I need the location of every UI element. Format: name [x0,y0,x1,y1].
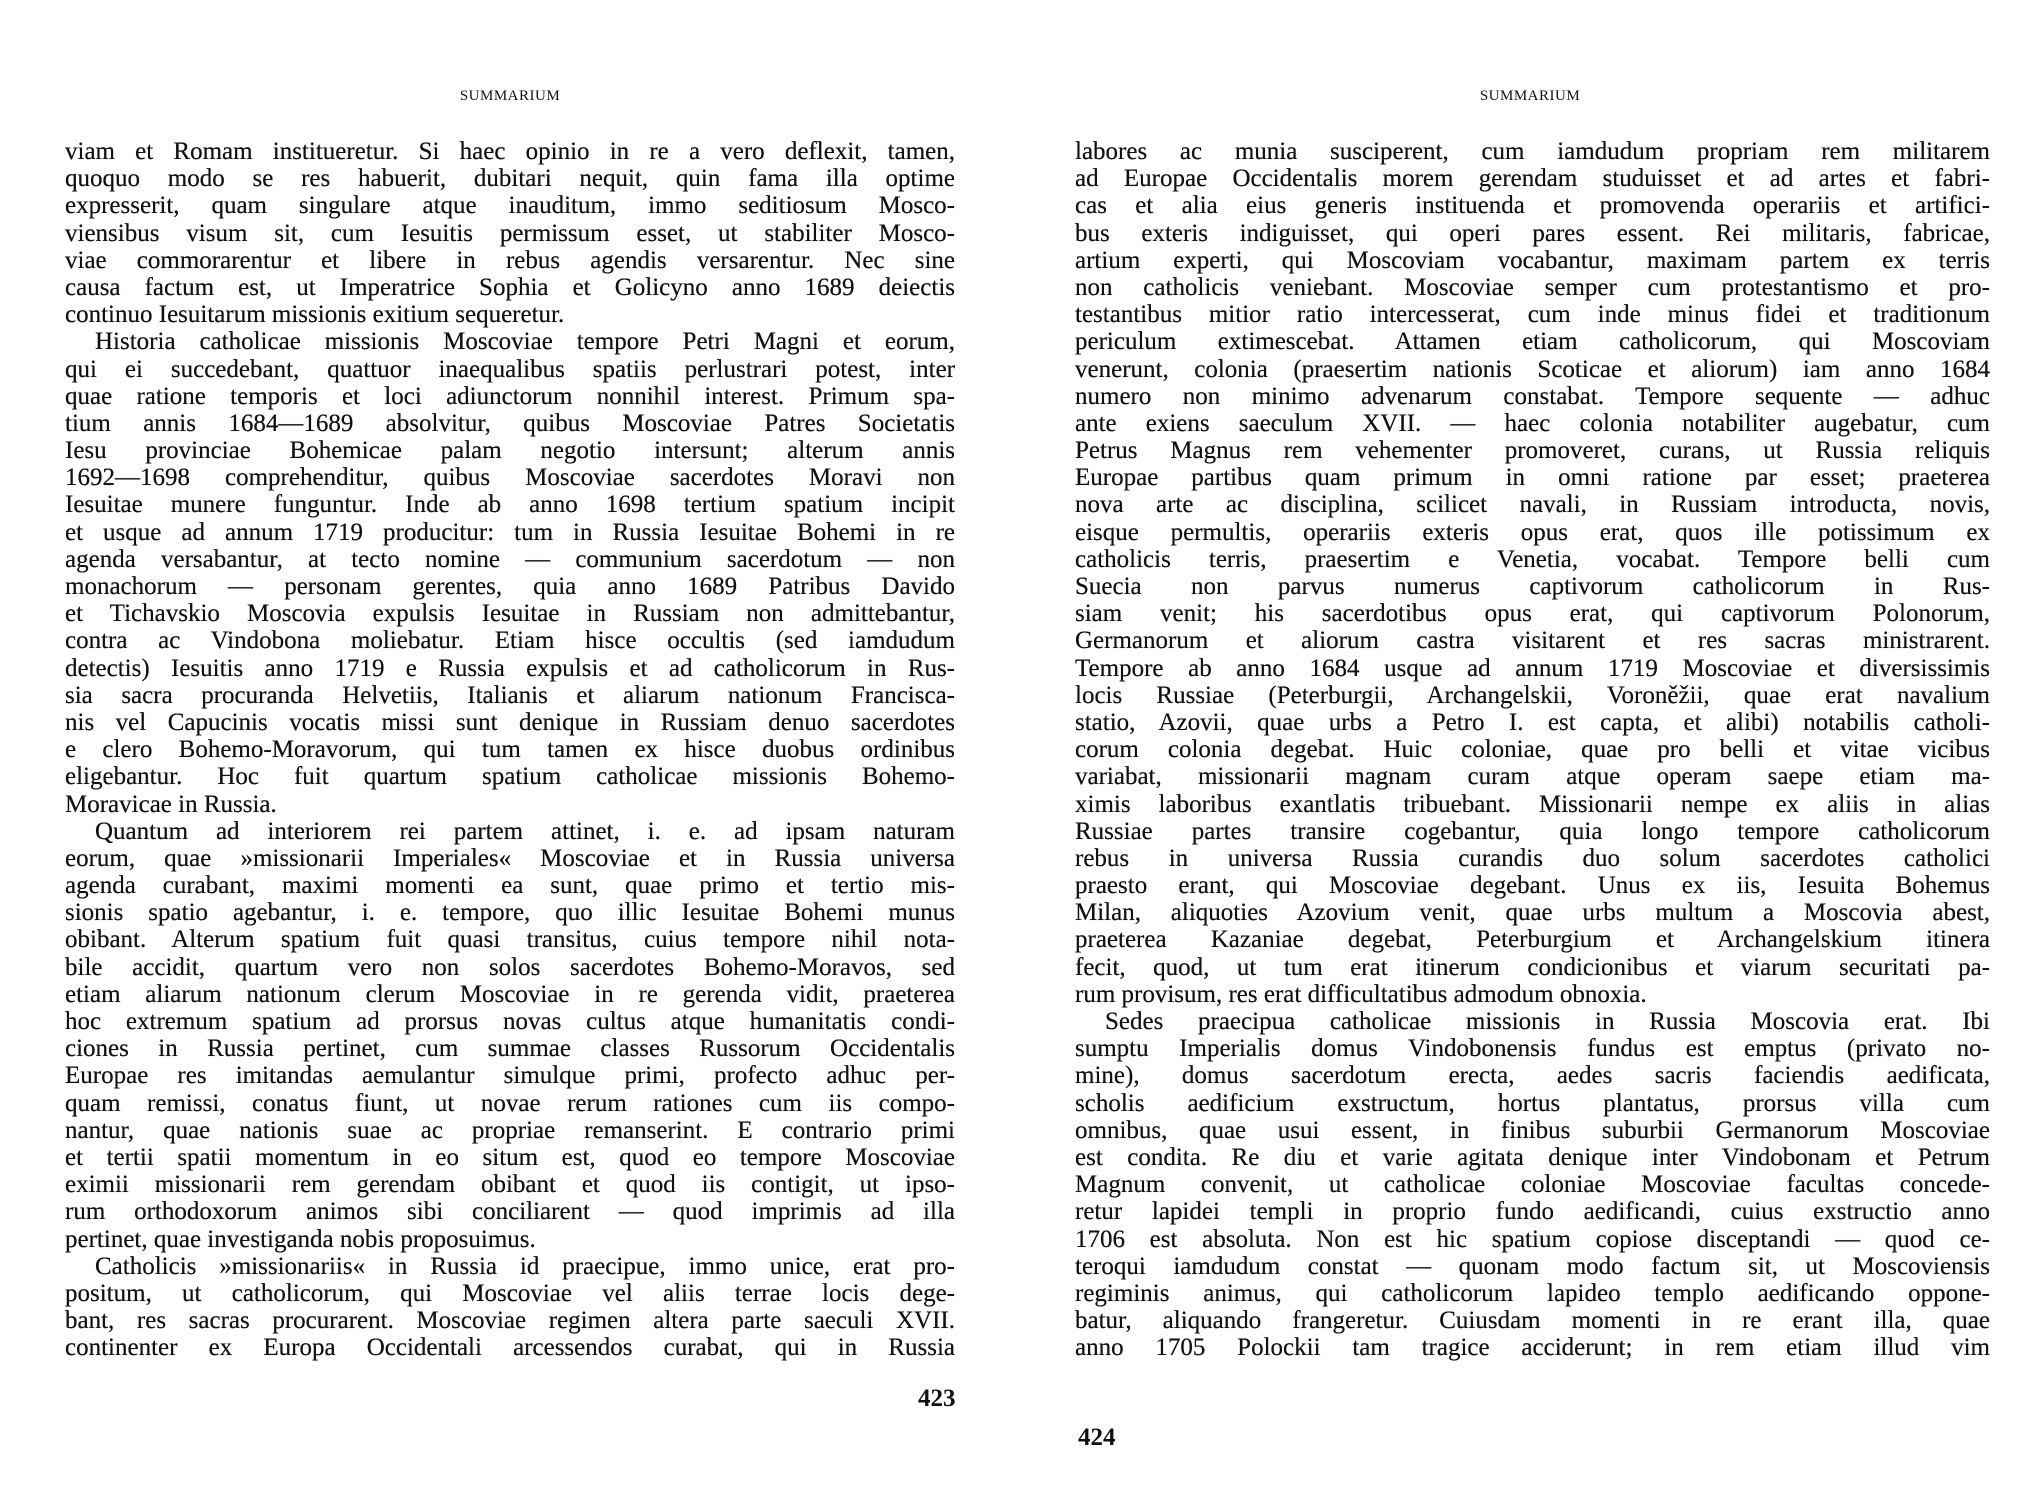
text-line: numero non minimo advenarum constabat. Tempore sequente — adhuc [1075,382,1990,410]
text-line: causa factum est, ut Imperatrice Sophia et Golicyno anno 1689 deiectis [65,273,955,301]
text-line: e clero Bohemo-Moravorum, qui tum tamen ex hisce duobus ordinibus [65,736,955,764]
paragraph [65,138,955,328]
text-line: continenter ex Europa Occidentali arcessendos curabat, qui in Russia [65,1334,955,1362]
text-line: corum colonia degebat. Huic coloniae, quae pro belli et vitae vicibus [1075,736,1990,764]
text-line: viae commorarentur et libere in rebus agendis versarentur. Nec sine [65,246,955,274]
text-line: agenda curabant, maximi momenti ea sunt, quae primo et tertio mis- [65,872,955,900]
text-line: eorum, quae »missionarii Imperiales« Moscoviae et in Russia universa [65,844,955,872]
text-line: non catholicis veniebant. Moscoviae semper cum protestantismo et pro- [1075,273,1990,301]
text-line: siam venit; his sacerdotibus opus erat, qui captivorum Polonorum, [1075,600,1990,628]
running-head: SUMMARIUM [459,88,561,104]
text-line: Russiae partes transire cogebantur, quia longo tempore catholicorum [1075,817,1990,845]
text-line: est condita. Re diu et varie agitata denique inter Vindobonam et Petrum [1075,1143,1990,1171]
text-line: bant, res sacras procurarent. Moscoviae regimen altera parte saeculi XVII. [65,1307,955,1335]
text-line: Milan, aliquoties Azovium venit, quae urbs multum a Moscovia abest, [1075,899,1990,927]
text-line: praeterea Kazaniae degebat, Peterburgium et Archangelskium itinera [1075,926,1990,954]
text-line: fecit, quod, ut tum erat itinerum condicionibus et viarum securitati pa- [1075,953,1990,981]
text-line: contra ac Vindobona moliebatur. Etiam hisce occultis (sed iamdudum [65,627,955,655]
text-line: Europae res imitandas aemulantur simulque primi, profecto adhuc per- [65,1062,955,1090]
paragraph [65,1253,955,1362]
text-line: teroqui iamdudum constat — quonam modo factum sit, ut Moscoviensis [1075,1252,1990,1280]
text-line: continuo Iesuitarum missionis exitium sequeretur. [65,301,565,329]
text-line: Europae partibus quam primum in omni ratione par esset; praeterea [1075,464,1990,492]
text-line: retur lapidei templi in proprio fundo aedificandi, cuius exstructio anno [1075,1198,1990,1226]
text-line: monachorum — personam gerentes, quia anno 1689 Patribus Davido [65,573,955,600]
text-line: sia sacra procuranda Helvetiis, Italianis et aliarum nationum Francisca- [65,681,955,709]
paragraph [1075,138,1990,1008]
text-line: expresserit, quam singulare atque inauditum, immo seditiosum Mosco- [65,192,955,220]
text-line: nis vel Capucinis vocatis missi sunt denique in Russiam denuo sacerdotes [65,708,955,736]
text-line: tium annis 1684—1689 absolvitur, quibus Moscoviae Patres Societatis [65,409,955,437]
text-line: Iesu provinciae Bohemicae palam negotio intersunt; alterum annis [65,437,955,465]
text-line: regiminis animus, qui catholicorum lapideo templo aedificando oppone- [1075,1279,1990,1307]
text-line: Suecia non parvus numerus captivorum catholicorum in Rus- [1075,573,1990,600]
text-line: nantur, quae nationis suae ac propriae remanserint. E contrario primi [65,1116,955,1144]
text-line: labores ac munia susciperent, cum iamdudum propriam rem militarem [1075,138,1990,165]
text-line: et tertii spatii momentum in eo situm est, quod eo tempore Moscoviae [65,1143,955,1171]
text-line: Iesuitae munere funguntur. Inde ab anno 1698 tertium spatium incipit [65,491,955,519]
running-head: SUMMARIUM [1479,88,1581,104]
text-line: hoc extremum spatium ad prorsus novas cultus atque humanitatis condi- [65,1008,955,1035]
body-text [1075,138,1990,1361]
text-line: catholicis terris, praesertim e Venetia, vocabat. Tempore belli cum [1075,545,1990,573]
text-line: Magnum convenit, ut catholicae coloniae Moscoviae facultas concede- [1075,1171,1990,1199]
text-line: Quantum ad interiorem rei partem attinet, i. e. ad ipsam naturam [95,817,955,845]
text-line: testantibus mitior ratio intercesserat, cum inde minus fidei et traditionum [1075,301,1990,329]
text-line: batur, aliquando frangeretur. Cuiusdam momenti in re erant illa, quae [1075,1307,1990,1335]
text-line: Sedes praecipua catholicae missionis in Russia Moscovia erat. Ibi [1105,1008,1990,1035]
text-line: et usque ad annum 1719 producitur: tum in Russia Iesuitae Bohemi in re [65,518,955,546]
text-line: eximii missionarii rem gerendam obibant et quod iis contigit, ut ipso- [65,1171,955,1199]
text-line: rum orthodoxorum animos sibi conciliarent — quod imprimis ad illa [65,1198,955,1226]
text-line: Petrus Magnus rem vehementer promoveret, curans, ut Russia reliquis [1075,437,1990,465]
page-number: 423 [918,1385,956,1412]
body-text [65,138,955,1361]
text-line: omnibus, quae usui essent, in finibus suburbii Germanorum Moscoviae [1075,1116,1990,1144]
text-line: praesto erant, qui Moscoviae degebant. Unus ex iis, Iesuita Bohemus [1075,872,1990,900]
text-line: rum provisum, res erat difficultatibus admodum obnoxia. [1075,980,1647,1008]
paragraph [65,818,955,1253]
text-line: agenda versabantur, at tecto nomine — communium sacerdotum — non [65,545,955,573]
text-line: scholis aedificium exstructum, hortus plantatus, prorsus villa cum [1075,1089,1990,1117]
text-line: eisque permultis, operariis exteris opus erat, quos ille potissimum ex [1075,518,1990,546]
text-line: ximis laboribus exantlatis tribuebant. Missionarii nempe ex aliis in alias [1075,790,1990,818]
text-line: Tempore ab anno 1684 usque ad annum 1719 Moscoviae et diversissimis [1075,654,1990,682]
text-line: Germanorum et aliorum castra visitarent et res sacras ministrarent. [1075,627,1990,655]
text-line: viam et Romam institueretur. Si haec opinio in re a vero deflexit, tamen, [65,138,955,165]
text-line: periculum extimescebat. Attamen etiam catholicorum, qui Moscoviam [1075,328,1990,356]
text-line: quae ratione temporis et loci adiunctorum nonnihil interest. Primum spa- [65,382,955,410]
text-line: cas et alia eius generis instituenda et promovenda operariis et artifici- [1075,192,1990,220]
text-line: viensibus visum sit, cum Iesuitis permissum esset, ut stabiliter Mosco- [65,219,955,247]
text-line: anno 1705 Polockii tam tragice acciderunt; in rem etiam illud vim [1075,1334,1990,1362]
text-line: pertinet, quae investiganda nobis proposuimus. [65,1225,536,1253]
text-line: 1706 est absoluta. Non est hic spatium copiose disceptandi — quod ce- [1075,1225,1990,1253]
text-line: et Tichavskio Moscovia expulsis Iesuitae in Russiam non admittebantur, [65,600,955,628]
text-line: ciones in Russia pertinet, cum summae classes Russorum Occidentalis [65,1035,955,1063]
page-number: 424 [1078,1424,1116,1451]
text-line: statio, Azovii, quae urbs a Petro I. est capta, et alibi) notabilis catholi- [1075,708,1990,736]
text-line: rebus in universa Russia curandis duo solum sacerdotes catholici [1075,844,1990,872]
paragraph [1075,1008,1990,1361]
text-line: sionis spatio agebantur, i. e. tempore, quo illic Iesuitae Bohemi munus [65,899,955,927]
text-line: eligebantur. Hoc fuit quartum spatium catholicae missionis Bohemo- [65,763,955,791]
text-line: detectis) Iesuitis anno 1719 e Russia expulsis et ad catholicorum in Rus- [65,654,955,682]
right-page [1017,0,2034,1500]
text-line: Catholicis »missionariis« in Russia id praecipue, immo unice, erat pro- [95,1252,955,1280]
text-line: venerunt, colonia (praesertim nationis Scoticae et aliorum) iam anno 1684 [1075,355,1990,383]
paragraph [65,328,955,817]
text-line: etiam aliarum nationum clerum Moscoviae in re gerenda vidit, praeterea [65,980,955,1008]
text-line: positum, ut catholicorum, qui Moscoviae vel aliis terrae locis dege- [65,1279,955,1307]
text-line: bile accidit, quartum vero non solos sacerdotes Bohemo-Moravos, sed [65,953,955,981]
text-line: nova arte ac disciplina, scilicet navali, in Russiam introducta, novis, [1075,491,1990,519]
text-line: quoquo modo se res habuerit, dubitari nequit, quin fama illa optime [65,165,955,193]
text-line: bus exteris indiguisset, qui operi pares essent. Rei militaris, fabricae, [1075,219,1990,247]
text-line: Historia catholicae missionis Moscoviae tempore Petri Magni et eorum, [95,328,955,356]
text-line: 1692—1698 comprehenditur, quibus Moscoviae sacerdotes Moravi non [65,464,955,492]
text-line: quam remissi, conatus fiunt, ut novae rerum rationes cum iis compo- [65,1089,955,1117]
text-line: mine), domus sacerdotum erecta, aedes sacris faciendis aedificata, [1075,1062,1990,1090]
text-line: ad Europae Occidentalis morem gerendam studuisset et ad artes et fabri- [1075,165,1990,193]
text-line: ante exiens saeculum XVII. — haec colonia notabiliter augebatur, cum [1075,409,1990,437]
text-line: qui ei succedebant, quattuor inaequalibus spatiis perlustrari potest, inter [65,355,955,383]
text-line: artium experti, qui Moscoviam vocabantur, maximam partem ex terris [1075,246,1990,274]
text-line: sumptu Imperialis domus Vindobonensis fundus est emptus (privato no- [1075,1035,1990,1063]
text-line: variabat, missionarii magnam curam atque operam saepe etiam ma- [1075,763,1990,791]
text-line: locis Russiae (Peterburgii, Archangelskii, Voroněžii, quae erat navalium [1075,681,1990,709]
text-line: obibant. Alterum spatium fuit quasi transitus, cuius tempore nihil nota- [65,926,955,954]
text-line: Moravicae in Russia. [65,790,277,818]
